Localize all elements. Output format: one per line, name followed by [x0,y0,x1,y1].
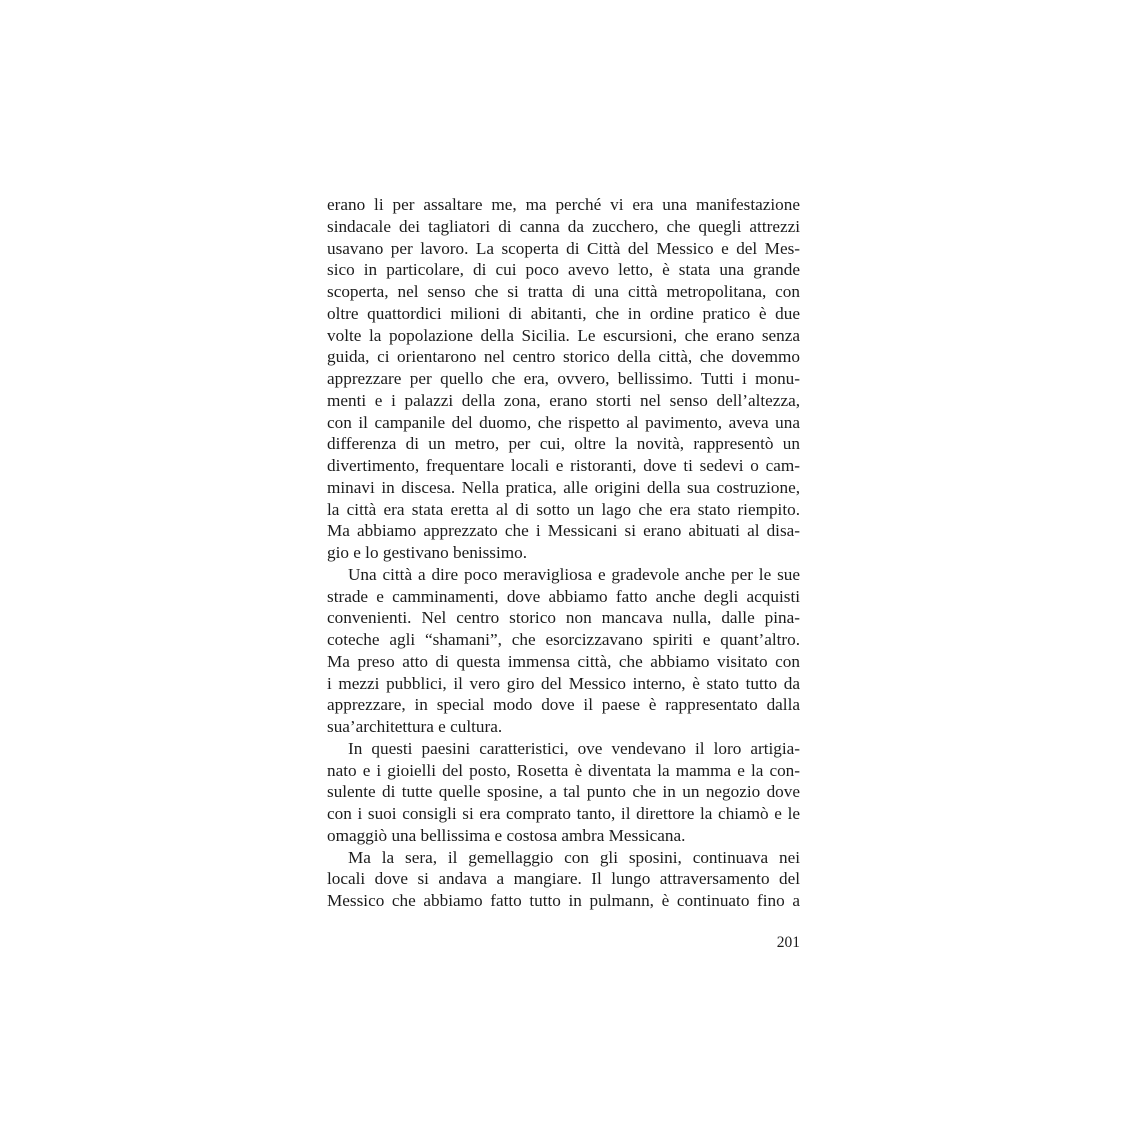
text-line: i mezzi pubblici, il vero giro del Messico interno, è stato tutto da [327,673,800,693]
text-line: oltre quattordici milioni di abitanti, che in ordine pratico è due [327,303,800,323]
text-line: guida, ci orientarono nel centro storico della città, che dovemmo [327,347,800,367]
text-line: omaggiò una bellissima e costosa ambra Messicana. [327,825,686,845]
text-line: con i suoi consigli si era comprato tanto, il direttore la chiamò e le [327,804,800,823]
text-line: erano li per assaltare me, ma perché vi era una manifestazione [327,195,800,214]
text-line: gio e lo gestivano benissimo. [327,543,528,562]
text-line: Messico che abbiamo fatto tutto in pulmann, è continuato fino a [327,891,800,910]
text-line: con il campanile del duomo, che rispetto al pavimento, aveva una [327,412,800,432]
text-line: Una città a dire poco meravigliosa e gradevole anche per le sue [348,564,800,584]
text-line: apprezzare per quello che era, ovvero, bellissimo. Tutti i monu- [327,369,800,388]
body-text [327,194,800,912]
text-line: sindacale dei tagliatori di canna da zucchero, che quegli attrezzi [327,216,800,236]
text-line: sico in particolare, di cui poco avevo letto, è stata una grande [327,260,800,280]
text-line: sua’architettura e cultura. [327,717,503,736]
text-line: Ma la sera, il gemellaggio con gli sposini, continuava nei [348,847,800,867]
text-line: scoperta, nel senso che si tratta di una città metropolitana, con [327,282,800,301]
text-line: strade e camminamenti, dove abbiamo fatto anche degli acquisti [327,586,800,606]
text-line: apprezzare, in special modo dove il paese è rappresentato dalla [327,695,800,715]
text-line: differenza di un metro, per cui, oltre la novità, rappresentò un [327,434,800,454]
text-line: nato e i gioielli del posto, Rosetta è diventata la mamma e la con- [327,760,800,780]
text-line: divertimento, frequentare locali e ristoranti, dove ti sedevi o cam- [327,456,800,475]
text-line: la città era stata eretta al di sotto un lago che era stato riempito. [327,499,800,519]
text-line: sulente di tutte quelle sposine, a tal punto che in un negozio dove [327,782,800,802]
page-number: 201 [776,934,800,951]
text-line: minavi in discesa. Nella pratica, alle origini della sua costruzione, [327,477,800,497]
text-line: Ma abbiamo apprezzato che i Messicani si erano abituati al disa- [327,521,800,541]
text-line: coteche agli “shamani”, che esorcizzavano spiriti e quant’altro. [327,630,800,649]
text-line: volte la popolazione della Sicilia. Le escursioni, che erano senza [327,325,800,345]
text-line: usavano per lavoro. La scoperta di Città del Messico e del Mes- [327,238,800,258]
text-line: Ma preso atto di questa immensa città, che abbiamo visitato con [327,651,800,671]
text-line: In questi paesini caratteristici, ove vendevano il loro artigia- [348,738,800,758]
text-line: convenienti. Nel centro storico non mancava nulla, dalle pina- [327,608,800,628]
text-line: locali dove si andava a mangiare. Il lungo attraversamento del [327,869,800,889]
text-line: menti e i palazzi della zona, erano storti nel senso dell’altezza, [327,390,800,410]
